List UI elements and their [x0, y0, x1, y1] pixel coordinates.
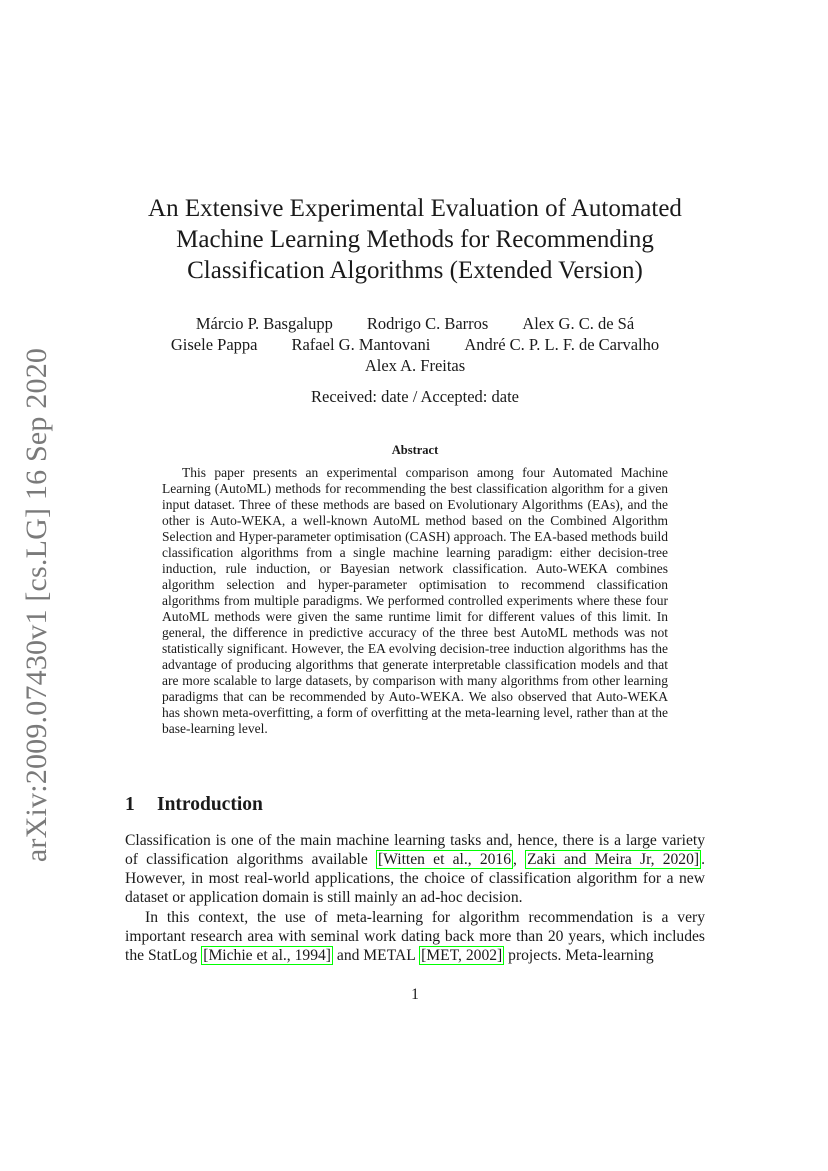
citation-link[interactable]: Witten et al., 2016	[383, 851, 512, 868]
introduction-paragraph-1	[125, 831, 705, 907]
author-name: Alex G. C. de Sá	[522, 314, 635, 333]
abstract-heading: Abstract	[391, 443, 439, 457]
author-name: Gisele Pappa	[170, 335, 258, 354]
citation-link-group	[376, 850, 513, 869]
author-name: Márcio P. Basgalupp	[195, 314, 333, 333]
separator: ,	[513, 851, 526, 868]
citation-link[interactable]: Michie et al., 1994	[208, 947, 326, 964]
arxiv-identifier-text: arXiv:2009.07430v1 [cs.LG] 16 Sep 2020	[20, 347, 54, 863]
author-row	[110, 355, 720, 376]
paragraph-text: projects. Meta-learning	[504, 947, 654, 964]
citation-link-group	[419, 946, 504, 965]
bracket: [	[377, 851, 384, 868]
received-accepted-date: Received: date / Accepted: date	[311, 387, 519, 406]
section-number: 1	[125, 794, 135, 815]
title-line: Machine Learning Methods for Recommending	[176, 226, 654, 253]
citation-link[interactable]: MET, 2002	[426, 947, 498, 964]
citation-link-group	[201, 946, 333, 965]
author-row	[110, 334, 720, 355]
section-heading-introduction	[125, 794, 263, 816]
paper-title	[110, 193, 720, 286]
bracket: [	[421, 947, 427, 964]
paragraph-text: . However, in most real-world applications, the choice of classification algorithm for a new dataset or application domain is still mainly an ad-hoc decision.	[125, 851, 706, 906]
paragraph-text: In this context, the use of meta-learning for algorithm recommendation is a very important research area with seminal work dating back more than 20 years, which includes the StatLog	[125, 909, 705, 964]
page-number: 1	[411, 986, 419, 1003]
title-line: An Extensive Experimental Evaluation of Automated	[148, 195, 682, 222]
author-list	[110, 313, 720, 376]
author-name: Rafael G. Mantovani	[291, 335, 431, 354]
citation-link[interactable]: Zaki and Meira Jr, 2020	[527, 851, 694, 868]
paragraph-text: and METAL	[333, 947, 420, 964]
author-name: Alex A. Freitas	[364, 356, 466, 375]
paragraph-text: Classification is one of the main machine learning tasks and, hence, there is a large variety of classification algorithms available	[125, 832, 705, 868]
section-title: Introduction	[157, 794, 263, 815]
bracket: ]	[325, 947, 331, 964]
author-row	[110, 313, 720, 334]
author-name: André C. P. L. F. de Carvalho	[464, 335, 660, 354]
author-name: Rodrigo C. Barros	[366, 314, 489, 333]
bracket: ]	[497, 947, 503, 964]
bracket: ]	[693, 851, 700, 868]
citation-link-group	[525, 850, 701, 869]
bracket: [	[203, 947, 209, 964]
abstract-text: This paper presents an experimental comparison among four Automated Machine Learning (AutoML) methods for recommending the best classification algorithm for a given input dataset. Three of these methods are based on Evolutionary Algorithms (EAs), and the other is Auto-WEKA, a well-known AutoML method based on the Combined Algorithm Selection and Hyper-parameter optimisation (CASH) approach. The EA-based methods build classification algorithms from a single machine learning paradigm: either decision-tree induction, rule induction, or Bayesian network classification. Auto-WEKA combines algorithm selection and hyper-parameter optimisation to recommend classification algorithms from multiple paradigms. We performed controlled experiments where these four AutoML methods were given the same runtime limit for different values of this limit. In general, the difference in predictive accuracy of the three best AutoML methods was not statistically significant. However, the EA evolving decision-tree induction algorithms has the advantage of producing algorithms that generate interpretable classification models and that are more scalable to large datasets, by comparison with many algorithms from other learning paradigms that can be recommended by Auto-WEKA. We also observed that Auto-WEKA has shown meta-overfitting, a form of overfitting at the meta-learning level, rather than at the base-learning level.	[162, 465, 668, 736]
title-line: Classification Algorithms (Extended Version)	[187, 257, 643, 284]
arxiv-identifier-stamp	[12, 347, 62, 863]
introduction-paragraph-2	[125, 908, 705, 965]
